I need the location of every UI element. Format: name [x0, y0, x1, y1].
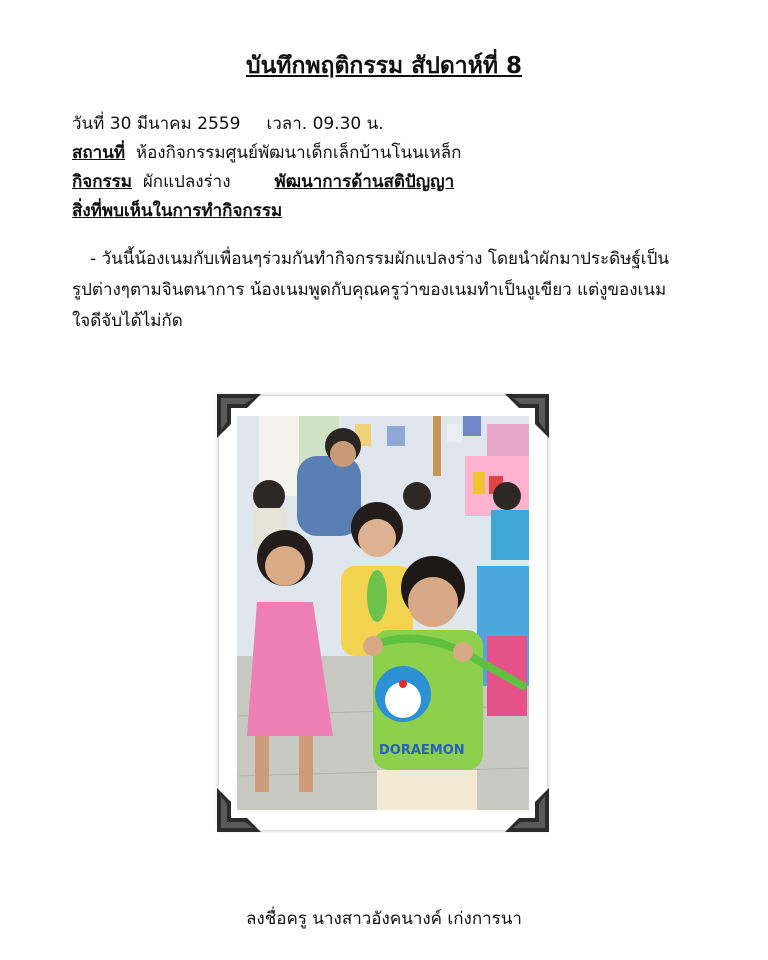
photo-frame [219, 396, 547, 830]
observation-paragraph [72, 244, 672, 337]
development-label: พัฒนาการด้านสติปัญญา [274, 172, 455, 192]
observation-text: - วันนี้น้องเนมกับเพื่อนๆร่วมกันทำกิจกรรมผักแปลงร่าง โดยนำผักมาประดิษฐ์เป็นรูปต่างๆตามจินตนาการ น้องเนมพูดกับคุณครูว่าของเนมทำเป็นงูเขียว แต่งูของเนมใจดีจับได้ไม่กัด [72, 249, 670, 331]
observation-label: สิ่งที่พบเห็นในการทำกิจกรรม [72, 201, 283, 221]
photo-corner-icon [505, 788, 549, 832]
place-line [72, 139, 461, 166]
photo-corner-icon [217, 788, 261, 832]
photo-illustration [237, 416, 529, 810]
activity-photo [237, 416, 529, 810]
date-time-line [72, 110, 384, 137]
page-title: บันทึกพฤติกรรม สัปดาห์ที่ 8 [245, 53, 523, 79]
time-text: เวลา. 09.30 น. [266, 114, 384, 134]
place-value: ห้องกิจกรรมศูนย์พัฒนาเด็กเล็กบ้านโนนเหล็ก [135, 143, 462, 163]
shirt-text: DORAEMON [379, 743, 465, 758]
photo-corner-icon [217, 394, 261, 438]
activity-line [72, 168, 454, 195]
observation-heading [72, 197, 282, 224]
activity-value: ผักแปลงร่าง [142, 172, 231, 192]
activity-label: กิจกรรม [72, 172, 133, 192]
photo-corner-icon [505, 394, 549, 438]
place-label: สถานที่ [72, 143, 126, 163]
teacher-signature: ลงชื่อครู นางสาวอังคนางค์ เก่งการนา [246, 909, 522, 929]
date-text: วันที่ 30 มีนาคม 2559 [72, 114, 241, 134]
